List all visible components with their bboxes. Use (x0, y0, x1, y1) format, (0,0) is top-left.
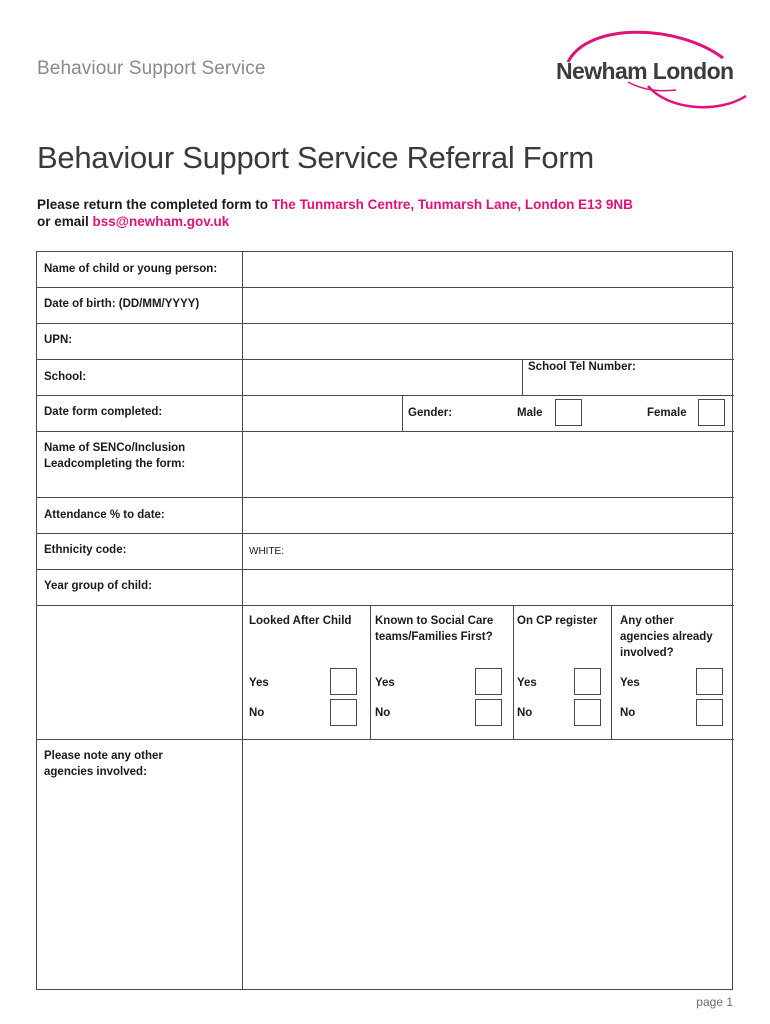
agency-col-divider (611, 605, 612, 739)
ethnicity-value: WHITE: (249, 546, 284, 557)
attendance-field[interactable] (243, 498, 733, 533)
yes-label: Yes (620, 677, 640, 689)
female-checkbox[interactable] (698, 399, 725, 426)
senco-label-line-2: Leadcompleting the form: (44, 458, 186, 470)
year-group-label: Year group of child: (44, 580, 152, 592)
column-header-line: On CP register (517, 615, 598, 627)
name-field[interactable] (243, 252, 733, 287)
upn-field[interactable] (243, 324, 733, 359)
note-label-line-2: agencies involved: (44, 766, 147, 778)
column-header-line: Any other (620, 615, 674, 627)
date-completed-label: Date form completed: (44, 406, 163, 418)
no-label: No (249, 707, 265, 719)
male-label: Male (517, 407, 543, 419)
column-header-line: agencies already (620, 631, 713, 643)
return-instructions (37, 196, 737, 230)
logo-text: Newham London (556, 58, 734, 84)
cp-register-no-checkbox[interactable] (574, 699, 601, 726)
page-title: Behaviour Support Service Referral Form (37, 140, 594, 175)
return-address: The Tunmarsh Centre, Tunmarsh Lane, London E13 9NB (271, 197, 633, 212)
name-label: Name of child or young person: (44, 263, 218, 275)
return-line-1 (37, 196, 737, 213)
email-prefix: or email (37, 214, 93, 229)
attendance-label: Attendance % to date: (44, 509, 165, 521)
date-completed-field[interactable] (243, 396, 402, 431)
column-header-line: involved? (620, 647, 674, 659)
male-checkbox[interactable] (555, 399, 582, 426)
gender-label: Gender: (408, 407, 453, 419)
ethnicity-field[interactable] (297, 534, 733, 569)
looked-after-yes-checkbox[interactable] (330, 668, 357, 695)
yes-label: Yes (249, 677, 269, 689)
female-label: Female (647, 407, 687, 419)
column-header-line: teams/Families First? (375, 631, 493, 643)
year-group-field[interactable] (243, 570, 733, 605)
upn-label: UPN: (44, 334, 73, 346)
school-field[interactable] (243, 360, 522, 395)
return-email-link[interactable]: bss@newham.gov.uk (92, 214, 230, 229)
school-tel-field[interactable] (523, 376, 733, 395)
agency-col-divider (513, 605, 514, 739)
no-label: No (375, 707, 391, 719)
looked-after-child-header (249, 613, 351, 629)
cp-register-header (517, 613, 597, 629)
school-label: School: (44, 371, 87, 383)
other-agencies-notes-field[interactable] (243, 740, 733, 989)
senco-field[interactable] (243, 432, 733, 497)
yes-label: Yes (375, 677, 395, 689)
row-divider (37, 605, 734, 606)
gender-divider (402, 395, 403, 431)
header-service-name: Behaviour Support Service (37, 58, 266, 79)
no-label: No (517, 707, 533, 719)
cp-register-yes-checkbox[interactable] (574, 668, 601, 695)
social-care-header (375, 613, 493, 645)
social-care-no-checkbox[interactable] (475, 699, 502, 726)
referral-form-table (36, 251, 733, 990)
page-number: page 1 (696, 995, 733, 1009)
dob-label: Date of birth: (DD/MM/YYYY) (44, 298, 200, 310)
senco-label-line-1: Name of SENCo/Inclusion (44, 442, 186, 454)
senco-label (44, 440, 185, 472)
other-agencies-yes-checkbox[interactable] (696, 668, 723, 695)
other-agencies-no-checkbox[interactable] (696, 699, 723, 726)
ethnicity-label: Ethnicity code: (44, 544, 127, 556)
other-agencies-header (620, 613, 713, 661)
dob-field[interactable] (243, 288, 733, 323)
column-header-line: Looked After Child (249, 615, 352, 627)
return-line-2 (37, 213, 737, 230)
social-care-yes-checkbox[interactable] (475, 668, 502, 695)
newham-london-logo (548, 30, 748, 110)
column-header-line: Known to Social Care (375, 615, 494, 627)
yes-label: Yes (517, 677, 537, 689)
other-agencies-note-label (44, 748, 163, 780)
agency-col-divider (370, 605, 371, 739)
school-tel-label: School Tel Number: (528, 361, 636, 373)
no-label: No (620, 707, 636, 719)
note-label-line-1: Please note any other (44, 750, 163, 762)
looked-after-no-checkbox[interactable] (330, 699, 357, 726)
return-prefix: Please return the completed form to (37, 197, 272, 212)
